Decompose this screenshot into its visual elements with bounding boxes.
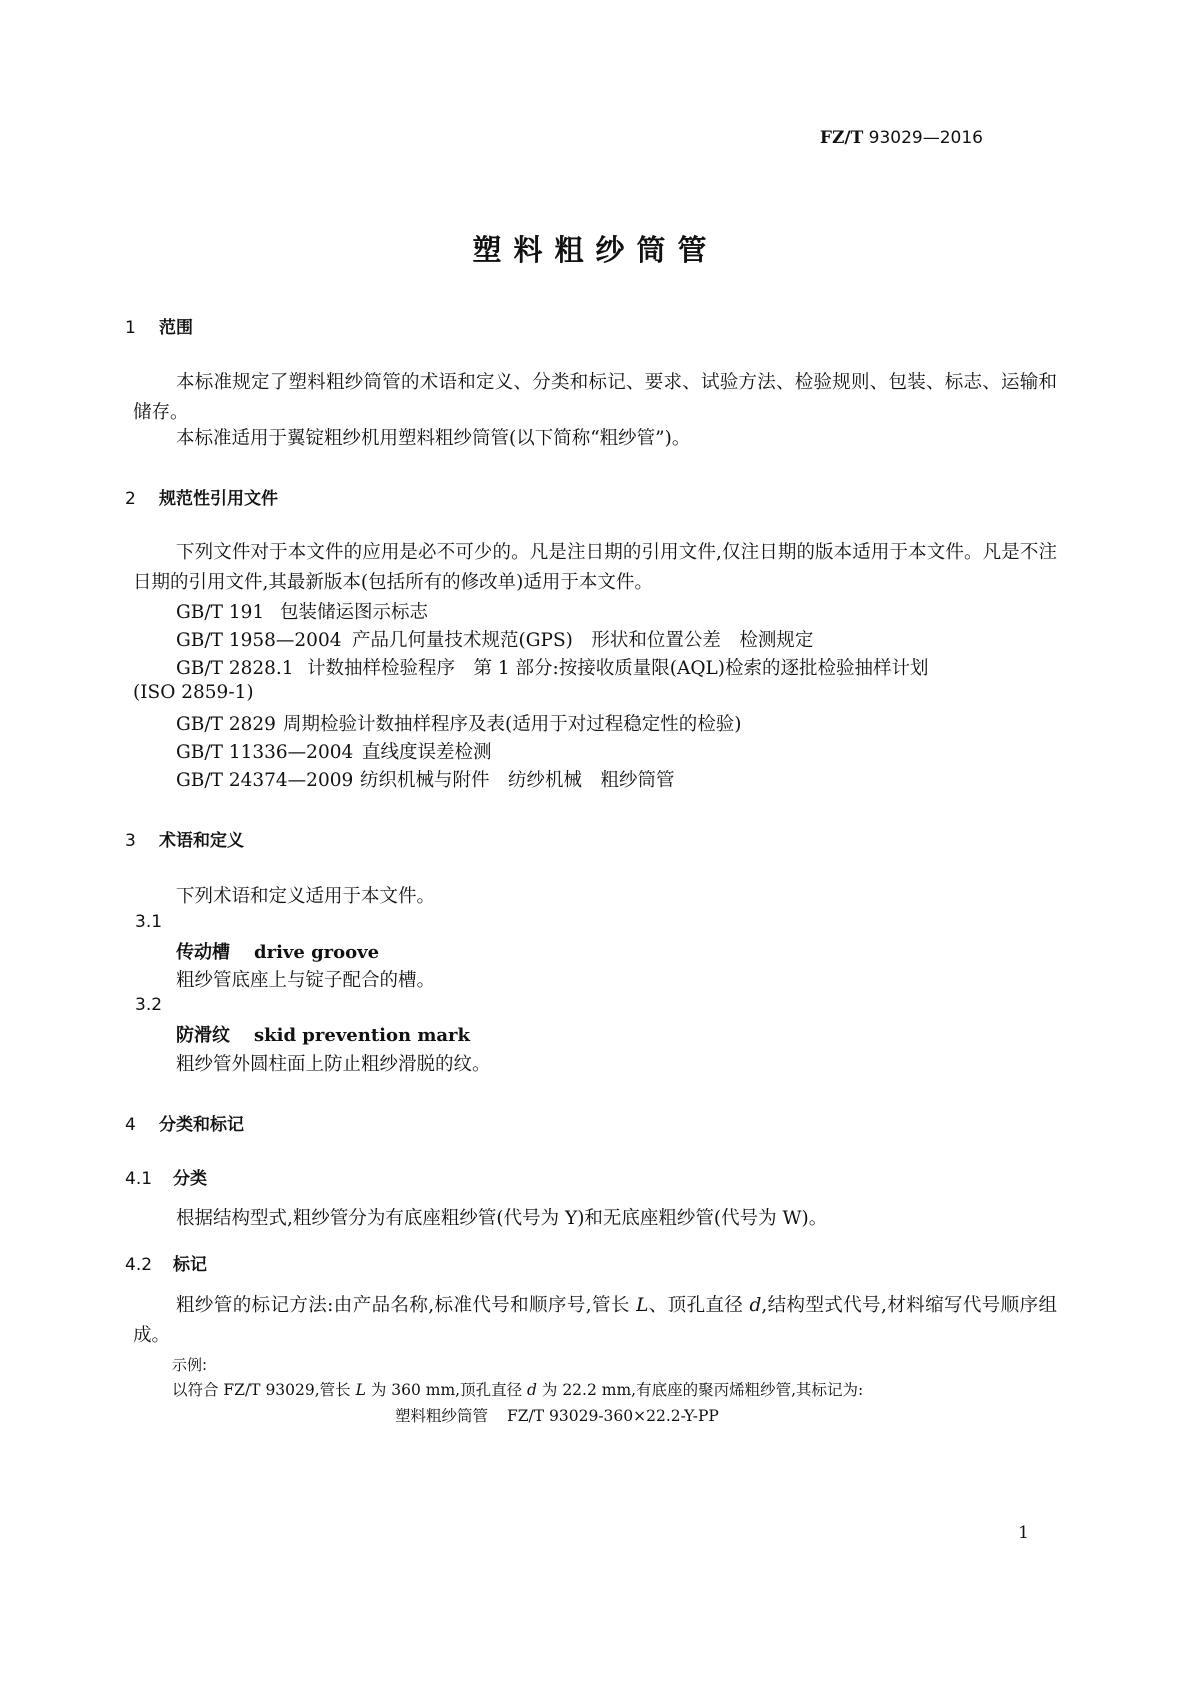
marking-product-name: 塑料粗纱筒管 xyxy=(395,1407,489,1425)
reference-code: GB/T 2829 xyxy=(176,714,276,735)
section-3-intro: 下列术语和定义适用于本文件。 xyxy=(176,886,436,907)
reference-code: GB/T 24374—2009 xyxy=(176,770,354,791)
reference-title: 包装储运图示标志 xyxy=(280,602,429,623)
section-2-number: 2 xyxy=(125,489,136,509)
section-4-1-paragraph: 根据结构型式,粗纱管分为有底座粗纱管(代号为 Y)和无底座粗纱管(代号为 W)。 xyxy=(176,1208,828,1229)
section-1-number: 1 xyxy=(125,318,136,338)
section-2-heading xyxy=(125,484,278,509)
section-1-paragraph-2: 本标准适用于翼锭粗纱机用塑料粗纱筒管(以下简称“粗纱管”)。 xyxy=(176,428,691,449)
example-part: 为 22.2 mm,有底座的聚丙烯粗纱管,其标记为: xyxy=(536,1381,864,1399)
section-4-2-paragraph xyxy=(133,1291,1057,1351)
example-text xyxy=(172,1378,863,1400)
reference-title: 纺织机械与附件 纺纱机械 粗纱筒管 xyxy=(360,770,675,791)
variable-length: L xyxy=(355,1381,366,1399)
document-title: 塑料粗纱筒管 xyxy=(472,233,719,267)
reference-code: GB/T 2828.1 xyxy=(176,658,294,679)
section-4-1-number: 4.1 xyxy=(125,1169,153,1189)
marking-text: 粗纱管的标记方法:由产品名称,标准代号和顺序号,管长 xyxy=(176,1295,637,1316)
variable-diameter: d xyxy=(527,1381,537,1399)
term-definition: 粗纱管底座上与锭子配合的槽。 xyxy=(176,970,436,991)
reference-title: 产品几何量技术规范(GPS) 形状和位置公差 检测规定 xyxy=(352,630,814,651)
variable-diameter: d xyxy=(749,1295,762,1316)
reference-item xyxy=(176,598,428,624)
reference-code: GB/T 1958—2004 xyxy=(176,630,342,651)
section-1-title: 范围 xyxy=(159,318,193,338)
section-4-2-title: 标记 xyxy=(173,1255,207,1275)
section-1-paragraph-1: 本标准规定了塑料粗纱筒管的术语和定义、分类和标记、要求、试验方法、检验规则、包装、标志、运输和储存。 xyxy=(133,372,1057,423)
example-label: 示例: xyxy=(172,1356,208,1374)
term-chinese: 防滑纹 xyxy=(176,1025,230,1046)
reference-title: 直线度误差检测 xyxy=(362,742,492,763)
section-2-title: 规范性引用文件 xyxy=(159,489,278,509)
reference-title: 计数抽样检验程序 第 1 部分:按接收质量限(AQL)检索的逐批检验抽样计划 xyxy=(307,658,929,679)
reference-continuation: (ISO 2859-1) xyxy=(133,682,254,703)
example-part: 为 360 mm,顶孔直径 xyxy=(365,1381,528,1399)
section-4-title: 分类和标记 xyxy=(159,1115,244,1135)
section-3-heading xyxy=(125,826,244,851)
term-english: skid prevention mark xyxy=(254,1025,470,1046)
reference-code: GB/T 191 xyxy=(176,602,265,623)
example-part: 以符合 FZ/T 93029,管长 xyxy=(172,1381,356,1399)
page-number: 1 xyxy=(1018,1523,1029,1543)
section-2-intro: 下列文件对于本文件的应用是必不可少的。凡是注日期的引用文件,仅注日期的版本适用于本文件。凡是不注日期的引用文件,其最新版本(包括所有的修改单)适用于本文件。 xyxy=(133,542,1057,593)
section-4-2-heading xyxy=(125,1250,207,1275)
marking-text: ,结构型式代号,材料缩写代号顺序组成。 xyxy=(133,1295,1057,1346)
section-3-title: 术语和定义 xyxy=(159,831,244,851)
section-1-heading xyxy=(125,313,193,338)
term-entry xyxy=(176,938,379,964)
section-4-1-title: 分类 xyxy=(173,1169,207,1189)
standard-code-number: 93029—2016 xyxy=(863,128,983,148)
term-definition: 粗纱管外圆柱面上防止粗纱滑脱的纹。 xyxy=(176,1054,491,1075)
reference-item xyxy=(176,654,929,680)
term-number: 3.1 xyxy=(135,912,163,932)
term-entry xyxy=(176,1021,470,1047)
reference-item xyxy=(176,738,492,764)
standard-code-prefix: FZ/T xyxy=(819,128,864,148)
reference-title: 周期检验计数抽样程序及表(适用于对过程稳定性的检验) xyxy=(283,714,742,735)
reference-code: GB/T 11336—2004 xyxy=(176,742,354,763)
reference-item xyxy=(176,766,675,792)
marking-code: FZ/T 93029-360×22.2-Y-PP xyxy=(507,1407,719,1425)
term-chinese: 传动槽 xyxy=(176,942,230,963)
standard-number xyxy=(820,128,983,148)
section-4-2-number: 4.2 xyxy=(125,1255,153,1275)
reference-item xyxy=(176,626,813,652)
reference-item xyxy=(176,710,741,736)
term-english: drive groove xyxy=(254,942,380,963)
section-4-1-heading xyxy=(125,1164,207,1189)
term-number: 3.2 xyxy=(135,995,163,1015)
example-marking xyxy=(395,1404,719,1426)
marking-text: 、顶孔直径 xyxy=(648,1295,750,1316)
variable-length: L xyxy=(636,1295,649,1316)
section-4-heading xyxy=(125,1110,244,1135)
section-3-number: 3 xyxy=(125,831,136,851)
section-4-number: 4 xyxy=(125,1115,136,1135)
